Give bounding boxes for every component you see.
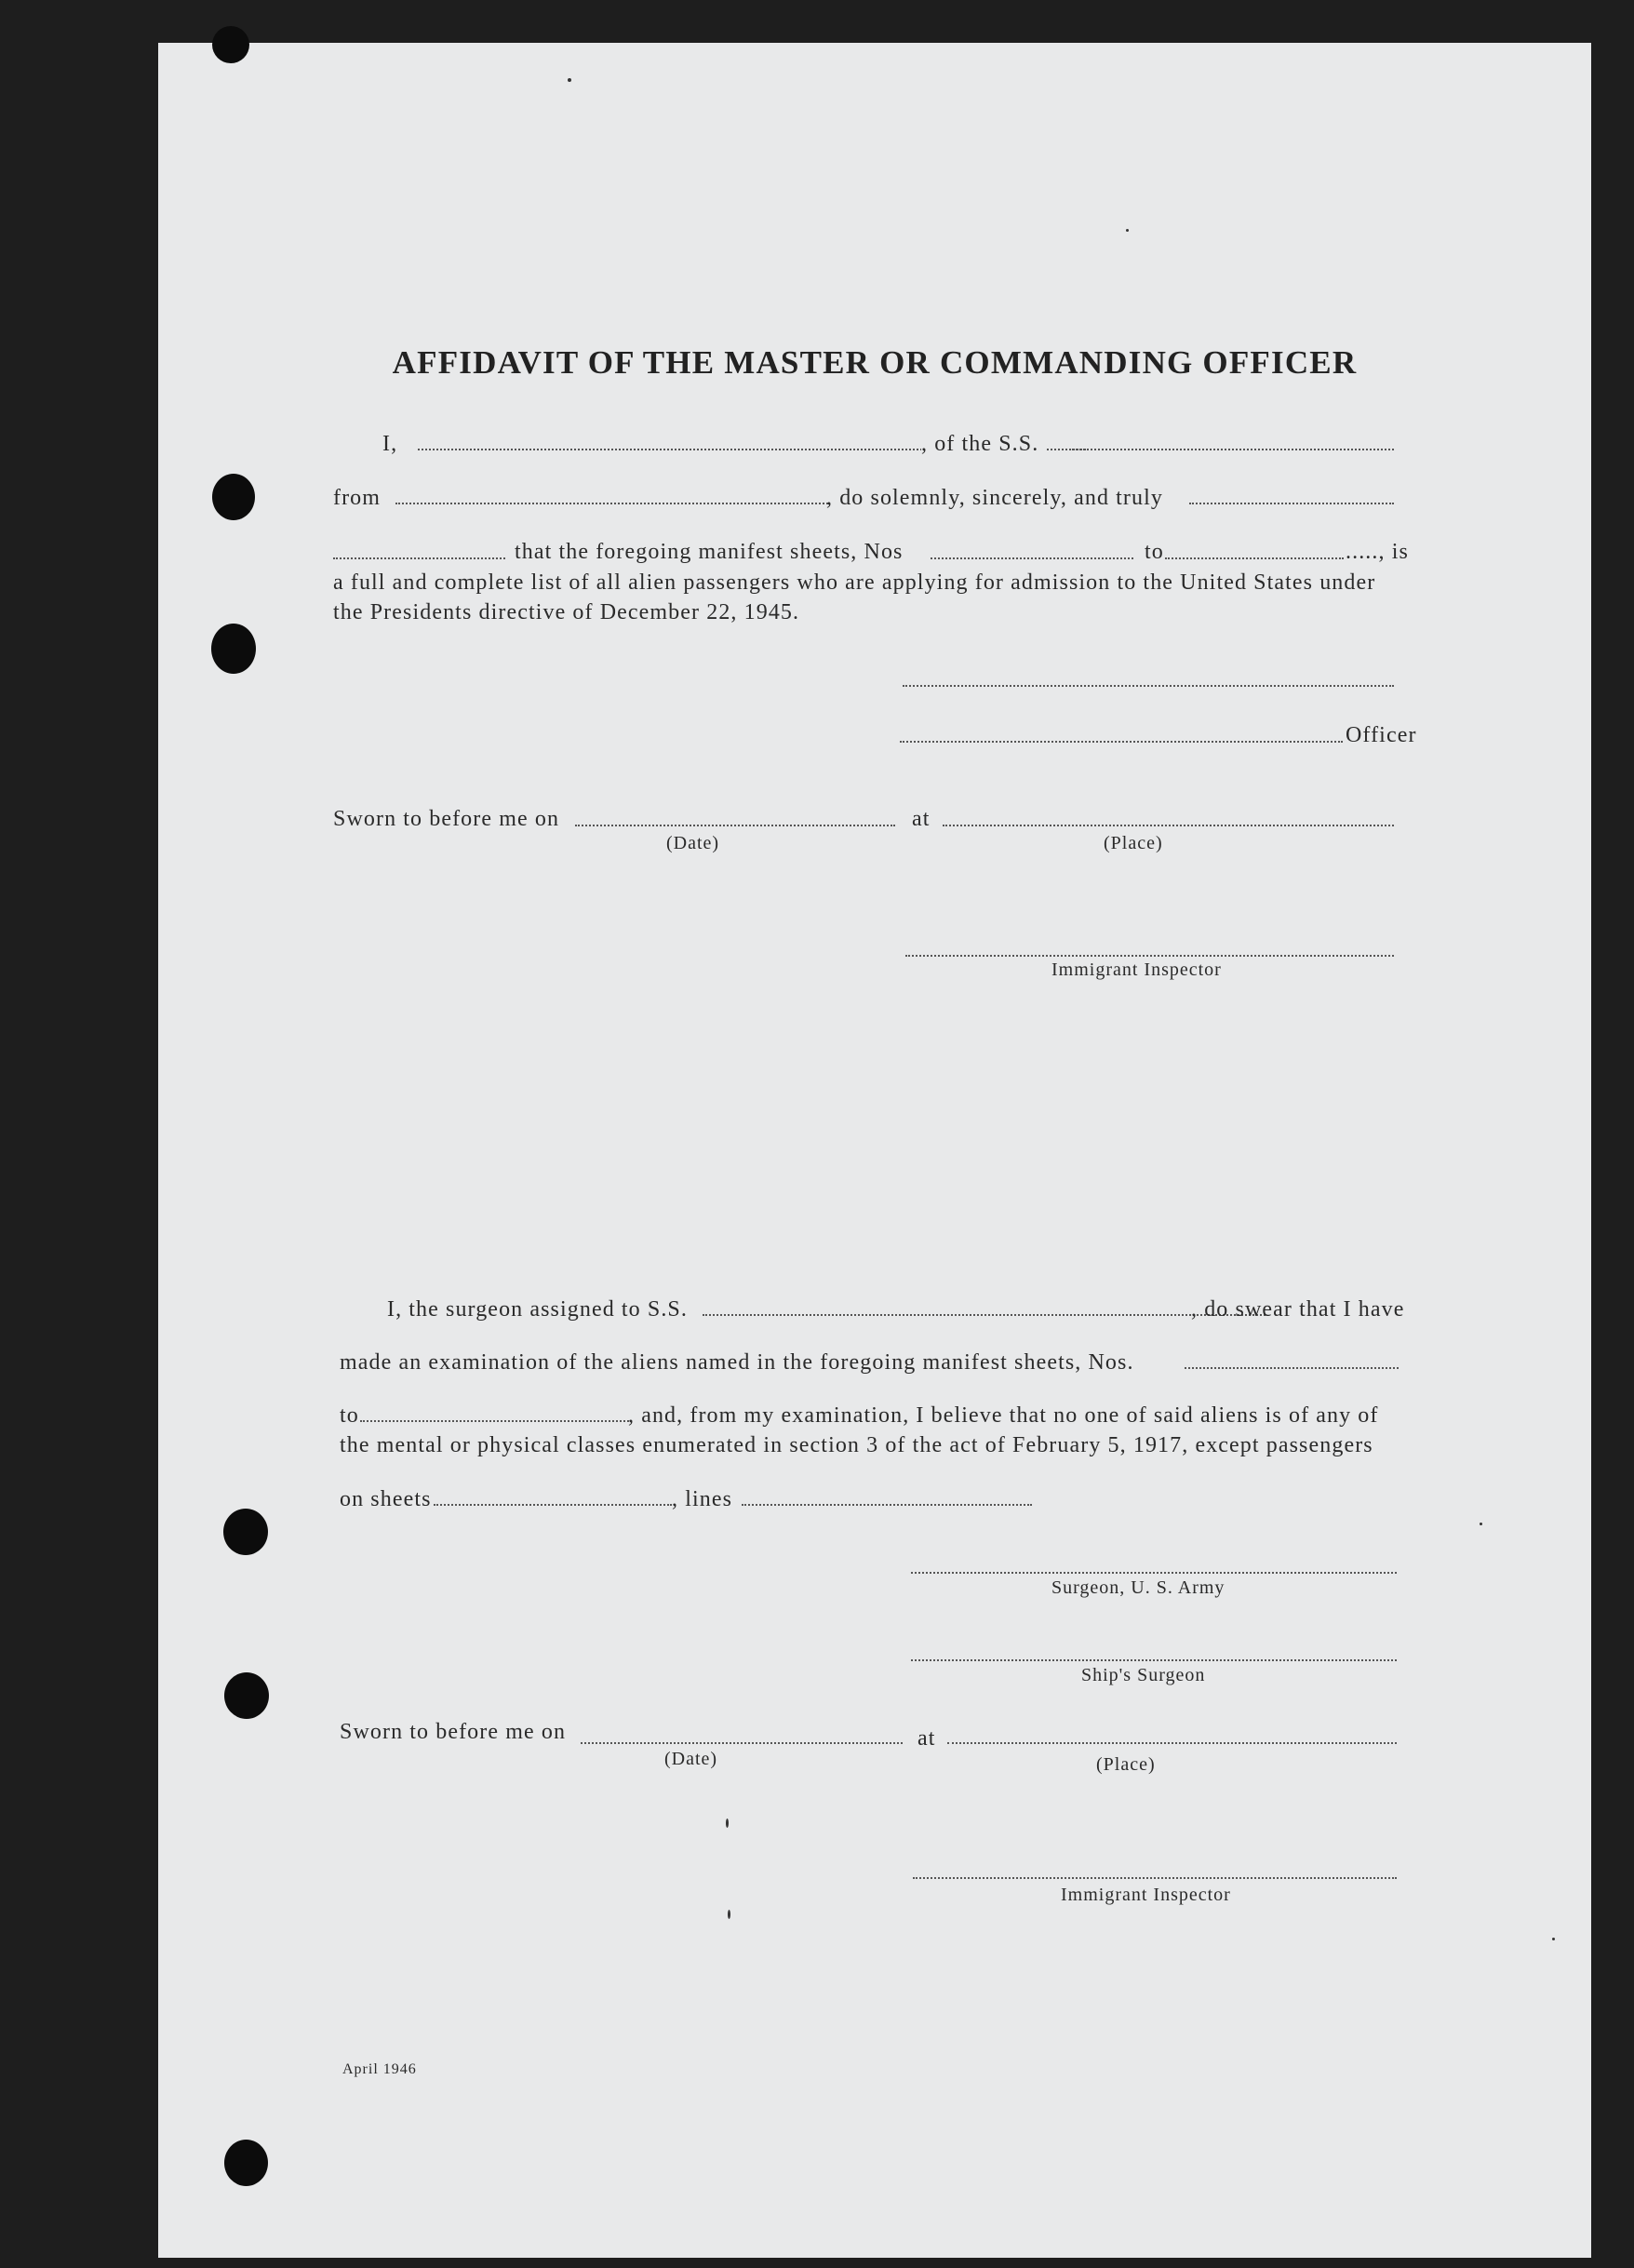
punch-hole — [211, 624, 256, 674]
punch-hole — [224, 2140, 268, 2186]
master-signature-line[interactable] — [903, 685, 1394, 687]
punch-hole — [223, 1509, 268, 1555]
master-paragraph-line: the Presidents directive of December 22, 1945. — [333, 600, 800, 624]
master-is-label: ....., is — [1346, 540, 1409, 564]
surgeon-date-caption: (Date) — [664, 1749, 718, 1769]
master-from-field[interactable] — [395, 503, 828, 504]
surgeon-ship-field[interactable] — [703, 1314, 1266, 1316]
master-foregoing-label: that the foregoing manifest sheets, Nos — [515, 540, 904, 564]
army-surgeon-signature-line[interactable] — [911, 1572, 1397, 1574]
surgeon-inspector-signature-line[interactable] — [913, 1877, 1397, 1879]
surgeon-lines-label: , lines — [672, 1487, 733, 1511]
ship-surgeon-caption: Ship's Surgeon — [1081, 1665, 1206, 1685]
surgeon-sworn-label: Sworn to before me on — [340, 1720, 567, 1744]
master-from-label: from — [333, 486, 382, 510]
master-swear-field[interactable] — [1189, 503, 1394, 504]
paper-speck — [568, 78, 571, 82]
master-to-label: to — [1145, 540, 1164, 564]
surgeon-line-2: made an examination of the aliens named in the foregoing manifest sheets, Nos. — [340, 1350, 1134, 1375]
punch-hole — [224, 1672, 269, 1719]
punch-hole — [212, 474, 255, 520]
ship-surgeon-signature-line[interactable] — [911, 1659, 1397, 1661]
surgeon-sheets-field[interactable] — [434, 1504, 672, 1506]
army-surgeon-caption: Surgeon, U. S. Army — [1051, 1577, 1226, 1598]
surgeon-line-3: , and, from my examination, I believe that no one of said aliens is of any of — [628, 1403, 1379, 1428]
paper-speck — [726, 1818, 729, 1828]
master-i-label: I, — [382, 432, 398, 456]
master-swear-continued-field[interactable] — [333, 557, 505, 559]
master-swear-label: , do solemnly, sincerely, and truly — [826, 486, 1163, 510]
officer-signature-line[interactable] — [900, 741, 1343, 743]
form-page — [158, 43, 1591, 2258]
paper-speck — [1126, 229, 1129, 232]
inspector-caption: Immigrant Inspector — [1051, 960, 1222, 980]
sworn-place-field[interactable] — [943, 825, 1394, 826]
surgeon-place-caption: (Place) — [1096, 1754, 1156, 1775]
form-date-footer: April 1946 — [342, 2061, 417, 2077]
paper-speck — [1480, 1523, 1482, 1525]
surgeon-lines-field[interactable] — [742, 1504, 1032, 1506]
punch-hole — [212, 26, 249, 63]
surgeon-line-4: the mental or physical classes enumerated in section 3 of the act of February 5, 1917, except passengers — [340, 1433, 1373, 1457]
master-nos-from-field[interactable] — [931, 557, 1133, 559]
master-of-ss-label: , of the S.S. — [921, 433, 1046, 455]
master-ship-field[interactable] — [1072, 449, 1394, 450]
page-title: AFFIDAVIT OF THE MASTER OR COMMANDING OFFICER — [392, 344, 1358, 381]
surgeon-sworn-place-field[interactable] — [947, 1742, 1397, 1744]
sworn-date-field[interactable] — [575, 825, 895, 826]
date-caption: (Date) — [666, 833, 720, 853]
surgeon-sworn-at-label: at — [917, 1726, 936, 1751]
place-caption: (Place) — [1104, 833, 1163, 853]
master-paragraph-line: a full and complete list of all alien passengers who are applying for admission to the United States under — [333, 570, 1376, 595]
inspector-signature-line[interactable] — [905, 955, 1394, 957]
sworn-label: Sworn to before me on — [333, 807, 560, 831]
surgeon-sworn-date-field[interactable] — [581, 1742, 903, 1744]
surgeon-inspector-caption: Immigrant Inspector — [1061, 1885, 1231, 1905]
surgeon-sheets-label: on sheets — [340, 1487, 432, 1511]
surgeon-line-1-end: , do swear that I have — [1191, 1297, 1405, 1322]
master-nos-to-field[interactable] — [1165, 557, 1344, 559]
officer-label: Officer — [1346, 723, 1417, 747]
surgeon-nos-from-field[interactable] — [1185, 1367, 1399, 1369]
surgeon-line-1: I, the surgeon assigned to S.S. — [387, 1297, 688, 1322]
paper-speck — [1552, 1938, 1555, 1940]
surgeon-to-label: to — [340, 1403, 359, 1428]
paper-speck — [728, 1910, 730, 1919]
sworn-at-label: at — [912, 807, 931, 831]
surgeon-nos-to-field[interactable] — [360, 1420, 632, 1422]
